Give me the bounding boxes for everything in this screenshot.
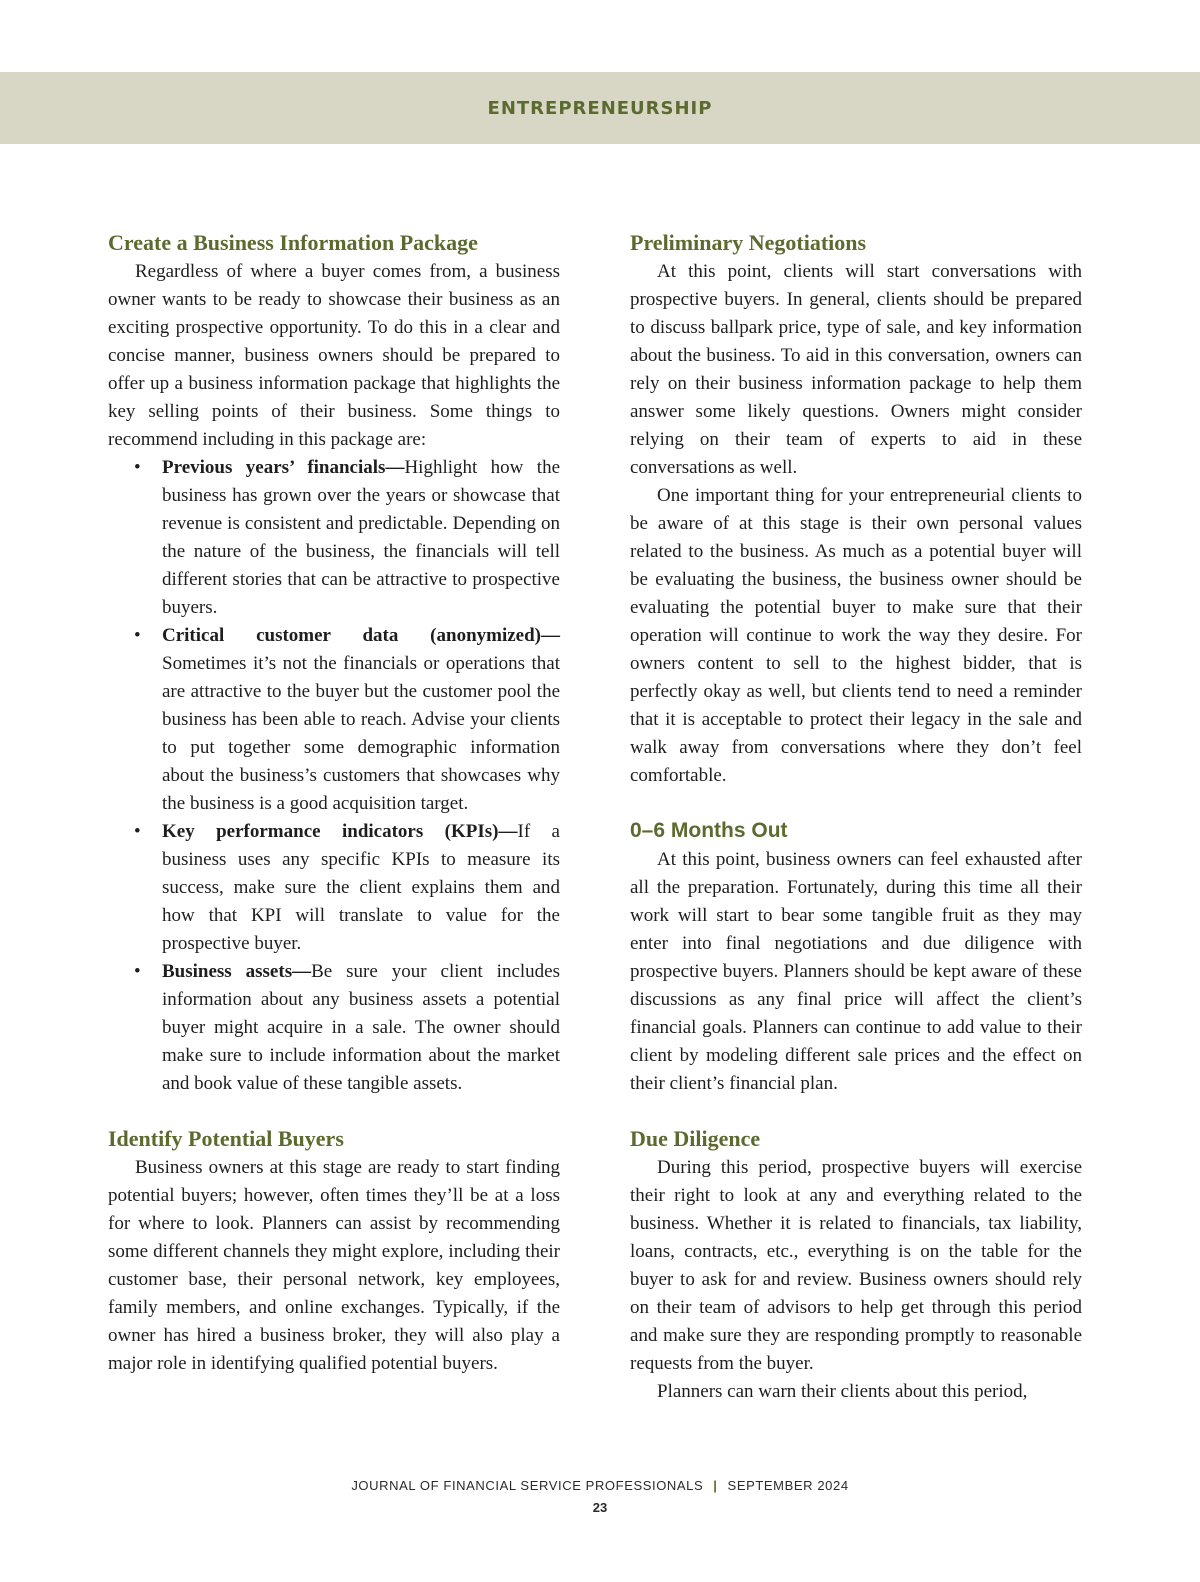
footer-line	[0, 1478, 1200, 1493]
bullet-dot: •	[134, 821, 141, 842]
negotiations-paragraph-1: At this point, clients will start conversations with prospective buyers. In general, clients should be prepared to discuss ballpark price, type of sale, and key information about the business. To aid in this conversation, owners can rely on their business information package to help them answer some likely questions. Owners might consider relying on their team of experts to aid in these conversations as well.	[630, 261, 1082, 478]
heading-identify-buyers: Identify Potential Buyers	[108, 1126, 344, 1151]
left-column	[108, 228, 560, 1378]
identify-buyers-body: Business owners at this stage are ready to start finding potential buyers; however, often times they’ll be at a loss for where to look. Planners can assist by recommending some different channels they might explore, including their customer base, their personal network, key employees, family members, and online exchanges. Typically, if the owner has hired a business broker, they will also play a major role in identifying qualified potential buyers.	[108, 1157, 560, 1374]
bullet-previous-financials	[108, 454, 560, 622]
section-gap	[630, 1098, 1082, 1124]
bullet-business-assets	[108, 958, 560, 1098]
bullet-term: Critical customer data (anonymized)—	[162, 625, 560, 646]
package-bullet-list	[108, 454, 560, 1098]
section-gap	[630, 790, 1082, 816]
bullet-dot: •	[134, 457, 141, 478]
due-diligence-paragraph-1: During this period, prospective buyers will exercise their right to look at any and everything related to the business. Whether it is related to financials, tax liability, loans, contracts, etc., everything is on the table for the buyer to ask for and review. Business owners should rely on their team of advisors to help get through this period and make sure they are responding promptly to reasonable requests from the buyer.	[630, 1157, 1082, 1374]
page-number: 23	[592, 1500, 608, 1515]
section-banner	[0, 72, 1200, 144]
section-gap	[108, 1098, 560, 1124]
journal-name: JOURNAL OF FINANCIAL SERVICE PROFESSIONALS	[351, 1478, 704, 1493]
bullet-dot: •	[134, 961, 141, 982]
bullet-text: If a business uses any specific KPIs to measure its success, make sure the client explains them and how that KPI will translate to value for the prospective buyer.	[162, 821, 560, 954]
bullet-term: Business assets—	[162, 961, 312, 982]
bullet-term: Key performance indicators (KPIs)—	[162, 821, 518, 842]
heading-due-diligence: Due Diligence	[630, 1126, 761, 1151]
bullet-text: Be sure your client includes information about any business assets a potential buyer might acquire in a sale. The owner should make sure to include information about the market and book value of these tangible assets.	[162, 961, 560, 1094]
bullet-text: Sometimes it’s not the financials or operations that are attractive to the buyer but the customer pool the business has been able to reach. Advise your clients to put together some demographic information about the business’s customers that showcases why the business is a good acquisition target.	[162, 653, 560, 814]
page-footer	[0, 1478, 1200, 1515]
bullet-term: Previous years’ financials—	[162, 457, 405, 478]
months-out-paragraph: At this point, business owners can feel exhausted after all the preparation. Fortunately, during this time all their work will start to bear some tangible fruit as they may enter into final negotiations and due diligence with prospective buyers. Planners should be kept aware of these discussions as any final price will affect the client’s financial goals. Planners can continue to add value to their client by modeling different sale prices and the effect on their client’s financial plan.	[630, 849, 1082, 1094]
bullet-text: Highlight how the business has grown over the years or showcase that revenue is consistent and predictable. Depending on the nature of the business, the financials will tell different stories that can be attractive to prospective buyers.	[162, 457, 560, 618]
bullet-kpis	[108, 818, 560, 958]
due-diligence-paragraph-2: Planners can warn their clients about this period,	[657, 1381, 1028, 1402]
business-package-intro: Regardless of where a buyer comes from, a business owner wants to be ready to showcase their business as an exciting prospective opportunity. To do this in a clear and concise manner, business owners should be prepared to offer up a business information package that highlights the key selling points of their business. Some things to recommend including in this package are:	[108, 261, 560, 450]
bullet-customer-data	[108, 622, 560, 818]
heading-preliminary-negotiations: Preliminary Negotiations	[630, 230, 867, 255]
bullet-dot: •	[134, 625, 141, 646]
section-label: ENTREPRENEURSHIP	[487, 97, 713, 119]
issue-date: SEPTEMBER 2024	[727, 1478, 849, 1493]
heading-0-6-months-out: 0–6 Months Out	[630, 819, 788, 842]
footer-separator: |	[713, 1478, 718, 1493]
right-column	[630, 228, 1082, 1406]
heading-business-information-package: Create a Business Information Package	[108, 230, 478, 255]
negotiations-paragraph-2: One important thing for your entrepreneurial clients to be aware of at this stage is their own personal values related to the business. As much as a potential buyer will be evaluating the business, the business owner should be evaluating the potential buyer to make sure that their operation will continue to work the way they desire. For owners content to sell to the highest bidder, that is perfectly okay as well, but clients tend to need a reminder that it is acceptable to protect their legacy in the sale and walk away from conversations where they don’t feel comfortable.	[630, 485, 1082, 786]
